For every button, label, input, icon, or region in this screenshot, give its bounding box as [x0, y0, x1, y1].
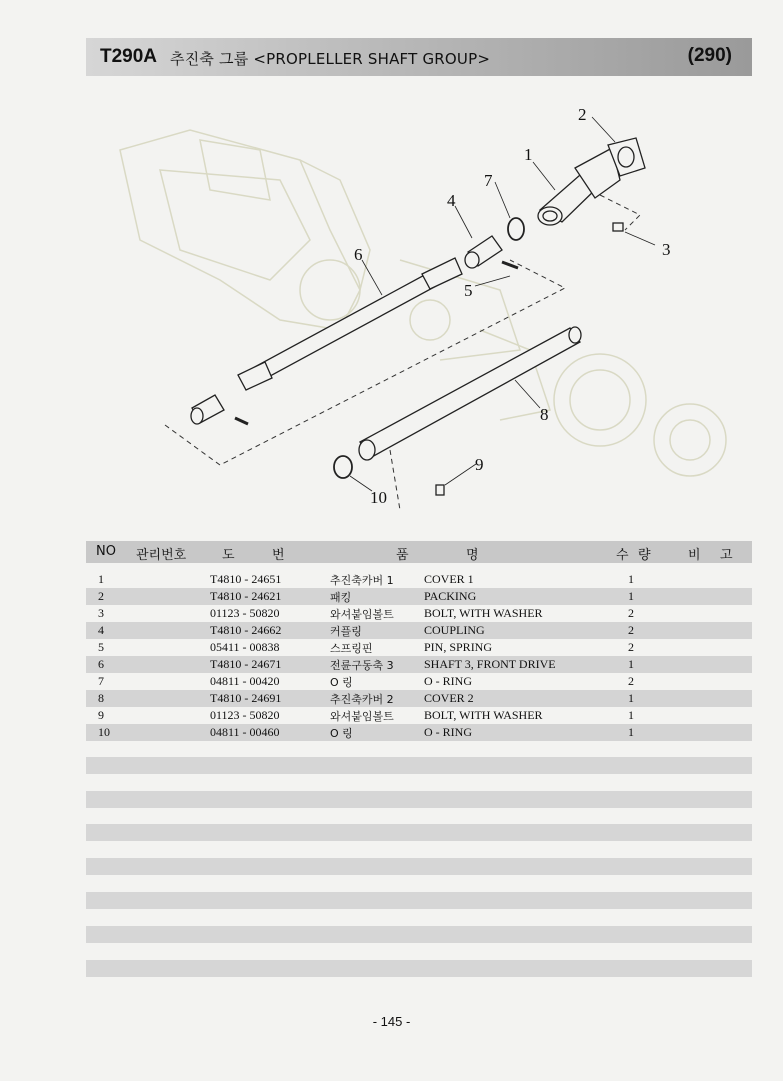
empty-table-band: [86, 858, 752, 875]
row-part-number: T4810 - 24671: [210, 657, 282, 671]
col-remark-1: 비: [688, 548, 701, 563]
assembly-guide-lines: [165, 195, 640, 510]
page-number: - 145 -: [372, 1014, 411, 1029]
row-name-ko: 추진축카버 2: [330, 693, 394, 706]
col-management-no: 관리번호: [136, 548, 187, 563]
row-part-number: 04811 - 00420: [210, 674, 280, 688]
row-no: 4: [98, 623, 104, 637]
page-header: [86, 38, 752, 76]
table-row: [86, 707, 752, 724]
spring-pin-part-left: [235, 418, 248, 424]
coupling-part-left: [191, 395, 224, 424]
row-part-number: T4810 - 24662: [210, 623, 282, 637]
group-title: 추진축 그룹 <PROPLELLER SHAFT GROUP>: [170, 50, 491, 68]
row-part-number: 05411 - 00838: [210, 640, 280, 654]
callout-7: 7: [484, 171, 493, 190]
group-code: T290A: [100, 46, 158, 67]
bolt-part-3: [613, 223, 623, 231]
row-qty: 2: [628, 606, 634, 620]
row-no: 3: [98, 606, 104, 620]
row-name-en: O - RING: [424, 674, 472, 688]
row-part-number: T4810 - 24621: [210, 589, 282, 603]
o-ring-part-7: [508, 218, 524, 240]
spring-pin-part: [502, 262, 518, 268]
cover-1-part: [538, 148, 620, 225]
col-drawing-2: 번: [272, 548, 285, 563]
row-name-en: COVER 2: [424, 691, 474, 705]
row-no: 2: [98, 589, 104, 603]
col-name-2: 명: [466, 548, 479, 563]
callout-5: 5: [464, 281, 473, 300]
row-qty: 2: [628, 674, 634, 688]
empty-table-band: [86, 757, 752, 774]
callout-8: 8: [540, 405, 549, 424]
empty-table-band: [86, 824, 752, 841]
row-no: 10: [98, 725, 110, 739]
row-qty: 2: [628, 640, 634, 654]
callout-1: 1: [524, 145, 533, 164]
row-part-number: T4810 - 24651: [210, 572, 282, 586]
row-name-en: PACKING: [424, 589, 477, 603]
o-ring-part-10: [334, 456, 352, 478]
callout-10: 10: [370, 488, 387, 507]
empty-table-band: [86, 926, 752, 943]
callout-6: 6: [354, 245, 363, 264]
row-no: 6: [98, 657, 104, 671]
col-name-1: 품: [396, 548, 409, 563]
coupling-part: [465, 236, 502, 268]
table-row: [86, 673, 752, 690]
group-page-ref: (290): [687, 45, 732, 66]
row-name-en: O - RING: [424, 725, 472, 739]
col-qty-1: 수: [616, 548, 629, 563]
cover-2-part: [359, 327, 581, 460]
row-name-en: PIN, SPRING: [424, 640, 493, 654]
row-name-ko: 패킹: [330, 591, 352, 604]
row-part-number: T4810 - 24691: [210, 691, 282, 705]
row-qty: 1: [628, 572, 634, 586]
row-part-number: 01123 - 50820: [210, 606, 280, 620]
table-row: [86, 588, 752, 605]
row-name-ko: 와셔붙임볼트: [330, 710, 394, 723]
row-qty: 1: [628, 657, 634, 671]
col-drawing-1: 도: [222, 548, 235, 563]
row-qty: 1: [628, 725, 634, 739]
row-no: 7: [98, 674, 104, 688]
empty-table-band: [86, 791, 752, 808]
table-row: [86, 656, 752, 673]
row-name-ko: 커플링: [330, 625, 362, 638]
row-part-number: 01123 - 50820: [210, 708, 280, 722]
empty-table-band: [86, 892, 752, 909]
callout-9: 9: [475, 455, 484, 474]
row-name-ko: O 링: [330, 727, 353, 740]
row-part-number: 04811 - 00460: [210, 725, 280, 739]
row-no: 8: [98, 691, 104, 705]
row-name-en: BOLT, WITH WASHER: [424, 708, 543, 722]
exploded-parts-diagram: [100, 90, 750, 530]
row-name-ko: 스프링핀: [330, 642, 373, 655]
table-row: [86, 571, 752, 588]
col-no: NO: [96, 544, 116, 559]
table-row: [86, 605, 752, 622]
row-qty: 1: [628, 708, 634, 722]
row-name-ko: 전륜구동축 3: [330, 659, 394, 672]
callout-4: 4: [447, 191, 456, 210]
row-name-en: COVER 1: [424, 572, 474, 586]
parts-table: [86, 571, 752, 741]
row-name-ko: 와셔붙임볼트: [330, 608, 394, 621]
row-no: 9: [98, 708, 104, 722]
row-no: 1: [98, 572, 104, 586]
row-qty: 2: [628, 623, 634, 637]
table-row: [86, 690, 752, 707]
row-name-en: BOLT, WITH WASHER: [424, 606, 543, 620]
empty-table-band: [86, 960, 752, 977]
table-row: [86, 622, 752, 639]
row-qty: 1: [628, 589, 634, 603]
table-column-headers: [86, 541, 752, 563]
row-name-ko: O 링: [330, 676, 353, 689]
table-row: [86, 639, 752, 656]
row-qty: 1: [628, 691, 634, 705]
row-name-ko: 추진축카버 1: [330, 574, 394, 587]
row-no: 5: [98, 640, 104, 654]
bolt-part-9: [436, 485, 444, 495]
col-remark-2: 고: [720, 548, 733, 563]
callout-2: 2: [578, 105, 587, 124]
row-name-en: SHAFT 3, FRONT DRIVE: [424, 657, 556, 671]
col-qty-2: 량: [638, 548, 651, 563]
callout-3: 3: [662, 240, 671, 259]
table-row: [86, 724, 752, 741]
row-name-en: COUPLING: [424, 623, 485, 637]
